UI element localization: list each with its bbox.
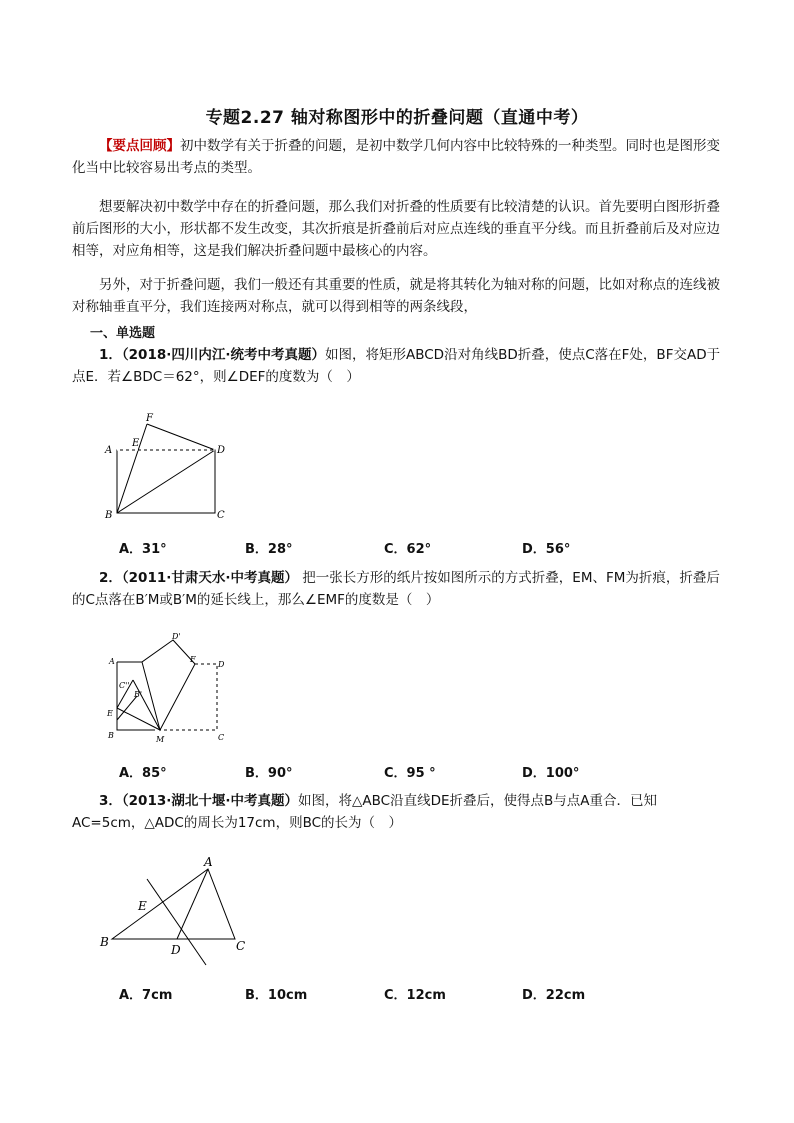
question-1-source: （2018·四川内江·统考中考真题） xyxy=(121,347,325,363)
q3-label-d: D xyxy=(171,943,181,957)
q1-label-a: A xyxy=(105,445,113,456)
question-3-text: 如图，将△ABC沿直线DE折叠后，使得点B与点A重合．已知AC=5cm，△ADC的周长为17cm，则BC的长为（ ） xyxy=(72,793,657,831)
q2-option-c[interactable]: C．95 ° xyxy=(384,766,436,781)
question-3-source: （2013·湖北十堰·中考真题） xyxy=(121,793,298,809)
question-3-number: 3． xyxy=(99,793,122,809)
question-1-number: 1． xyxy=(99,347,122,363)
diagonal-bd xyxy=(117,450,215,513)
segment-c-m xyxy=(133,680,160,730)
q2-option-b[interactable]: B．90° xyxy=(245,766,293,781)
q2-label-d: D xyxy=(218,660,225,669)
key-review-tag: 【要点回顾】 xyxy=(99,138,180,154)
q1-label-b: B xyxy=(105,510,113,521)
intro-text-1: 初中数学有关于折叠的问题，是初中数学几何内容中比较特殊的一种类型。同时也是图形变化当中比较容易出考点的类型。 xyxy=(72,138,720,176)
q2-label-b-prime: B' xyxy=(134,690,143,699)
question-3-figure xyxy=(95,852,265,972)
section-heading: 一、单选题 xyxy=(90,326,156,341)
q2-option-a[interactable]: A．85° xyxy=(119,766,167,781)
dashed-original-rect xyxy=(160,664,217,730)
question-1 xyxy=(72,344,724,388)
question-2 xyxy=(72,567,724,611)
question-1-figure xyxy=(100,410,240,525)
q2-label-m: M xyxy=(156,735,165,744)
triangle-abc xyxy=(112,869,235,939)
question-2-number: 2． xyxy=(99,570,122,586)
q2-label-e: E xyxy=(107,709,113,718)
question-2-source: （2011·甘肃天水·中考真题） xyxy=(121,570,298,586)
q1-option-b[interactable]: B．28° xyxy=(245,542,293,557)
intro-paragraph-3: 另外，对于折叠问题，我们一般还有其重要的性质，就是将其转化为轴对称的问题，比如对称点的连线被对称轴垂直平分，我们连接两对称点，就可以得到相等的两条线段， xyxy=(72,277,720,315)
q2-label-f: F xyxy=(190,655,196,664)
folded-flap-right xyxy=(142,640,195,730)
q3-label-a: A xyxy=(204,855,213,869)
page-title: 专题2.27 轴对称图形中的折叠问题（直通中考） xyxy=(205,108,589,128)
q3-label-e: E xyxy=(138,899,147,913)
q3-option-a[interactable]: A．7cm xyxy=(119,988,173,1003)
intro-paragraph-1 xyxy=(72,135,724,179)
q3-label-c: C xyxy=(236,939,246,953)
question-1-text: 如图，将矩形ABCD沿对角线BD折叠，使点C落在F处，BF交AD于点E．若∠BDC＝62°，则∠DEF的度数为（ ） xyxy=(72,347,721,385)
q2-label-d-prime: D' xyxy=(172,632,181,641)
intro-paragraph-2: 想要解决初中数学中存在的折叠问题，那么我们对折叠的性质要有比较清楚的认识。首先要明白图形折叠前后图形的大小，形状都不发生改变，其次折痕是折叠前后对应点连线的垂直平分线。而且折叠前后及对应边相等，对应角相等，这是我们解决折叠问题中最核心的内容。 xyxy=(72,199,720,259)
q1-label-e: E xyxy=(132,438,140,449)
q2-label-c-double-prime: C'' xyxy=(119,681,130,690)
q2-label-a: A xyxy=(109,657,115,666)
question-3 xyxy=(72,790,724,834)
q3-option-b[interactable]: B．10cm xyxy=(245,988,308,1003)
q2-option-d[interactable]: D．100° xyxy=(522,766,580,781)
q1-option-c[interactable]: C．62° xyxy=(384,542,432,557)
q2-label-b: B xyxy=(108,731,114,740)
q3-option-d[interactable]: D．22cm xyxy=(522,988,586,1003)
q1-label-f: F xyxy=(146,413,153,424)
q3-option-c[interactable]: C．12cm xyxy=(384,988,446,1003)
q1-label-d: D xyxy=(217,445,226,456)
segment-fd xyxy=(147,424,215,450)
q1-option-a[interactable]: A．31° xyxy=(119,542,167,557)
q3-label-b: B xyxy=(100,935,109,949)
q1-label-c: C xyxy=(217,510,225,521)
q2-label-c: C xyxy=(218,733,225,742)
q1-option-d[interactable]: D．56° xyxy=(522,542,571,557)
segment-ad xyxy=(177,869,208,939)
question-2-figure xyxy=(100,630,240,750)
question-2-text: 把一张长方形的纸片按如图所示的方式折叠，EM、FM为折痕，折叠后的C点落在B′M或B′M的延长线上，那么∠EMF的度数是（ ） xyxy=(72,570,720,608)
